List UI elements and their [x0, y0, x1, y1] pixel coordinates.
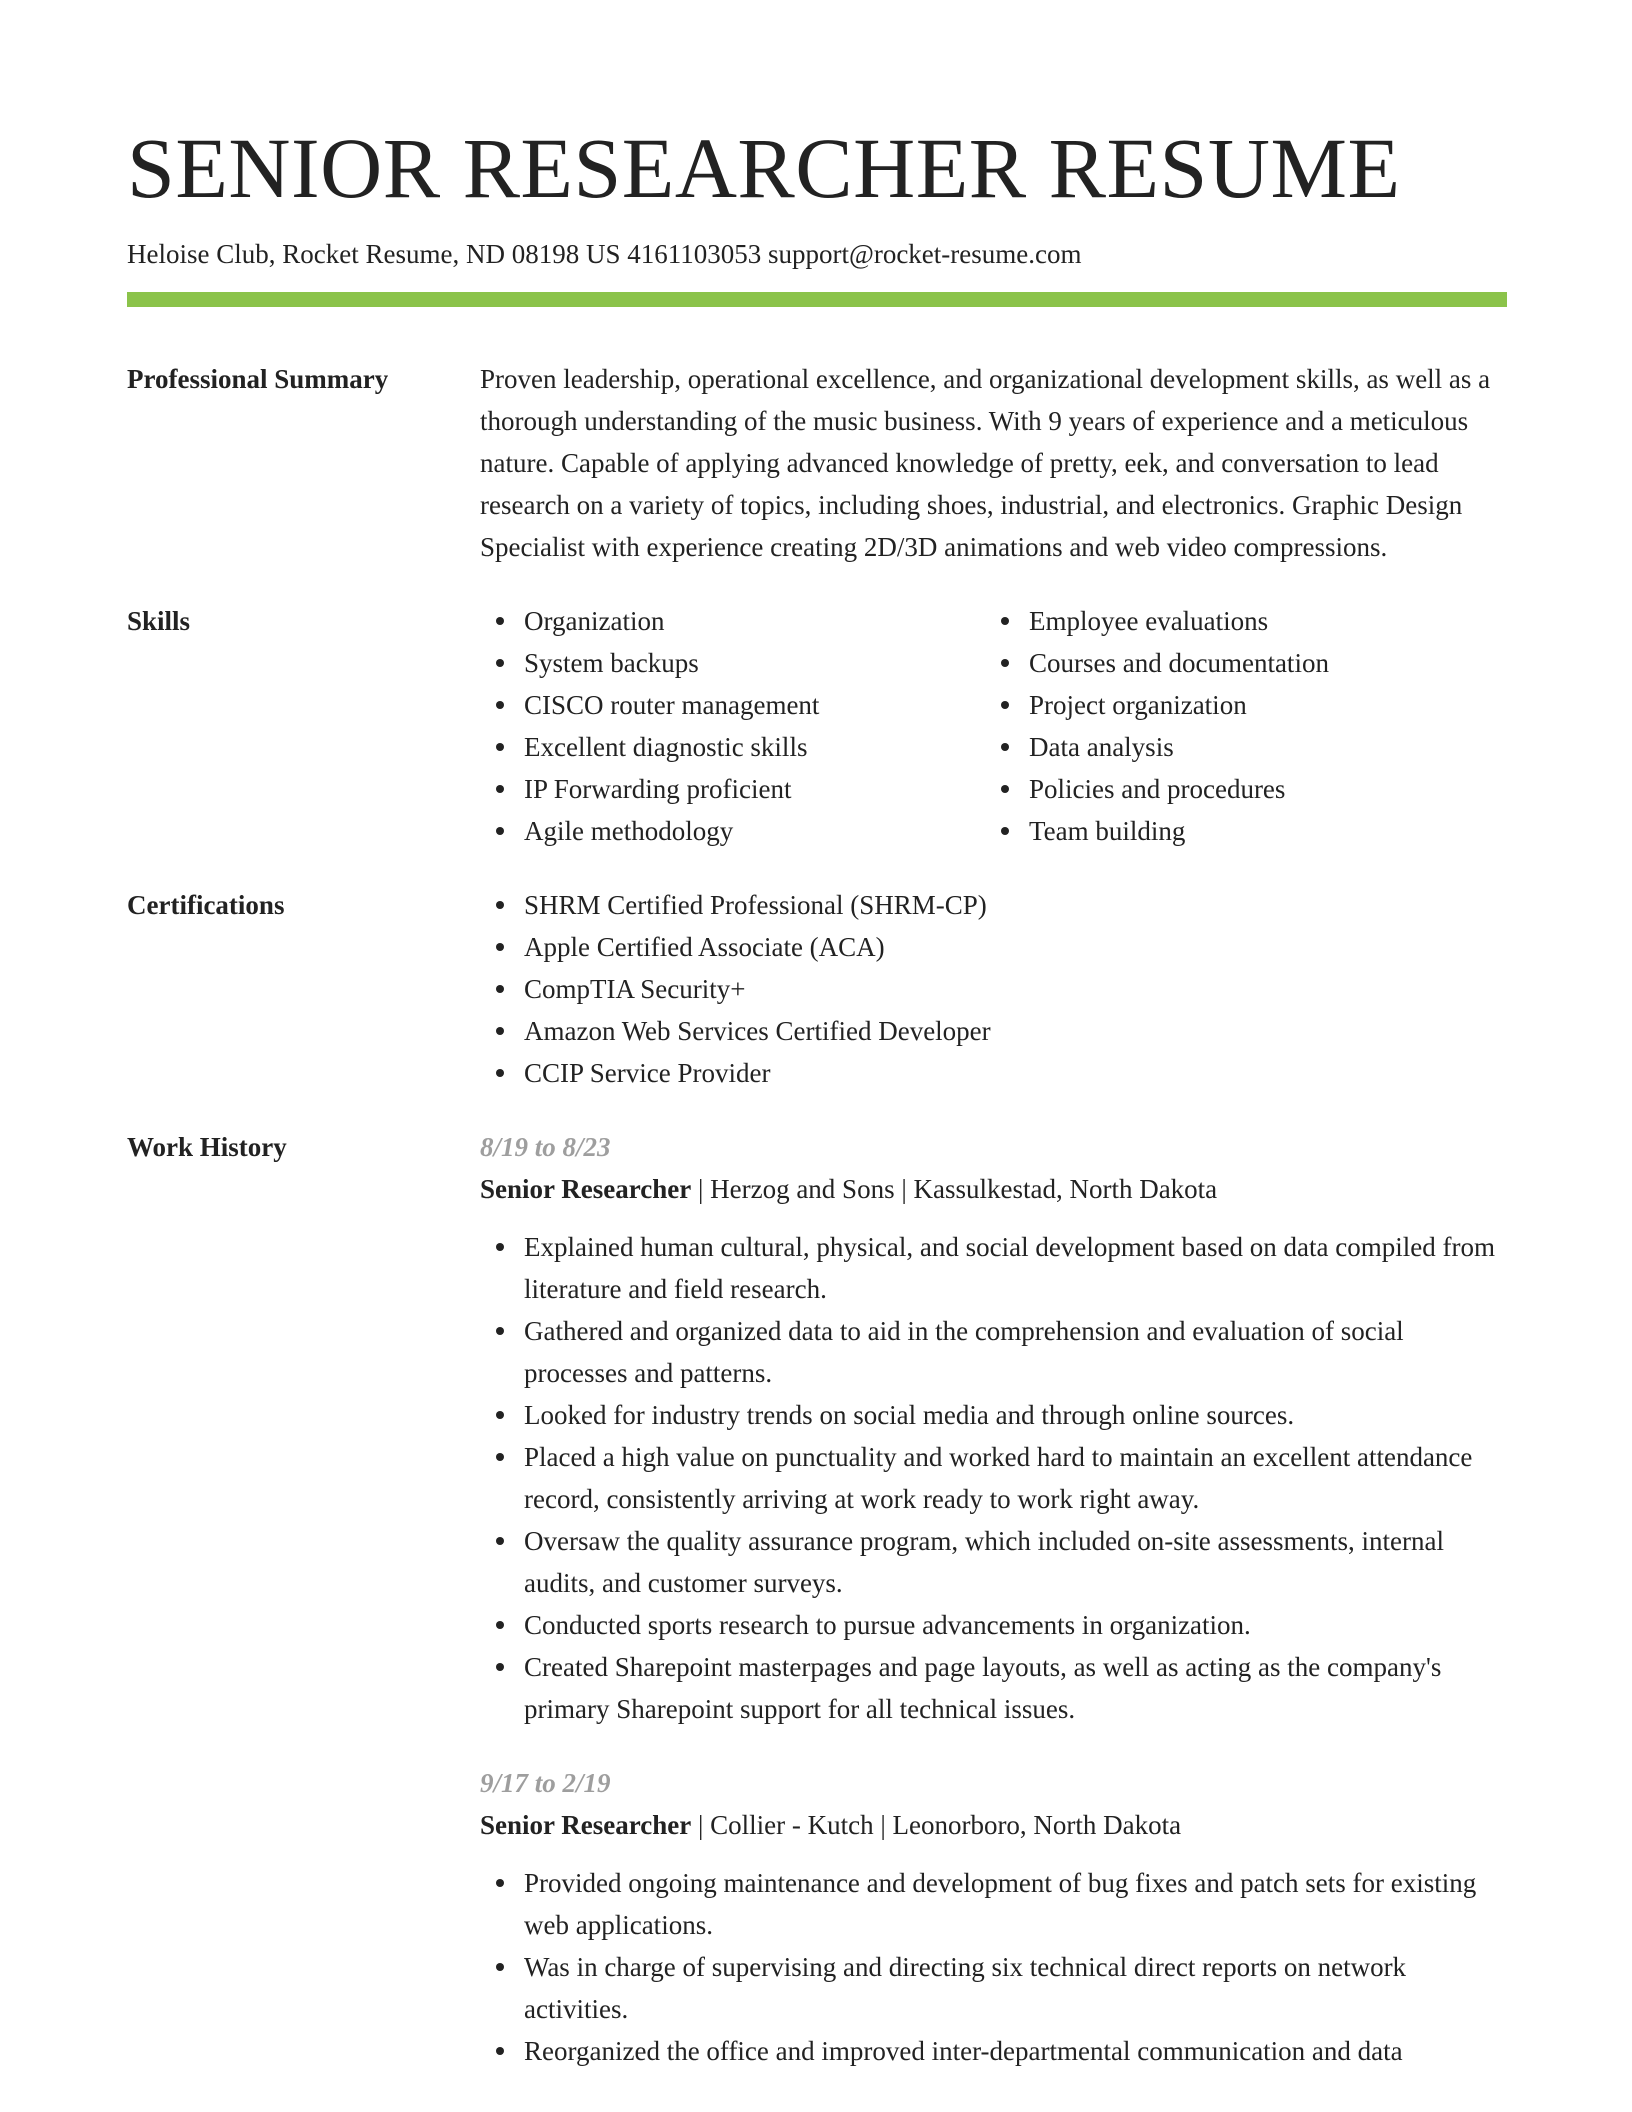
job-entry: [480, 1126, 1507, 1730]
skills-list-left: [480, 600, 985, 852]
skill-item: CISCO router management: [524, 684, 985, 726]
certification-item: SHRM Certified Professional (SHRM-CP): [524, 884, 1507, 926]
summary-section: [127, 358, 1507, 568]
job-employer-location: | Collier - Kutch | Leonorboro, North Dakota: [691, 1810, 1182, 1840]
skill-item: Project organization: [1029, 684, 1490, 726]
accent-divider: [127, 292, 1507, 307]
skill-item: Excellent diagnostic skills: [524, 726, 985, 768]
skills-column-right: [985, 600, 1490, 852]
job-heading: [480, 1804, 1507, 1846]
section-label-certifications: Certifications: [127, 890, 285, 920]
section-label-work-history: Work History: [127, 1132, 287, 1162]
skill-item: Team building: [1029, 810, 1490, 852]
certifications-body: [480, 884, 1507, 1094]
section-label-skills: Skills: [127, 606, 191, 636]
job-bullet: Looked for industry trends on social media and through online sources.: [524, 1394, 1507, 1436]
skills-body: [480, 600, 1507, 852]
job-bullet: Provided ongoing maintenance and development of bug fixes and patch sets for existing web applications.: [524, 1862, 1507, 1946]
job-dates: 9/17 to 2/19: [480, 1768, 611, 1798]
contact-line: Heloise Club, Rocket Resume, ND 08198 US 4161103053 support@rocket-resume.com: [127, 239, 1082, 269]
skills-column-left: [480, 600, 985, 852]
skills-section: [127, 600, 1507, 852]
certifications-list: [480, 884, 1507, 1094]
skill-item: IP Forwarding proficient: [524, 768, 985, 810]
skill-item: Courses and documentation: [1029, 642, 1490, 684]
job-bullet: Created Sharepoint masterpages and page layouts, as well as acting as the company's primary Sharepoint support for all technical issues.: [524, 1646, 1507, 1730]
job-employer-location: | Herzog and Sons | Kassulkestad, North Dakota: [691, 1174, 1218, 1204]
skill-item: Data analysis: [1029, 726, 1490, 768]
job-bullet: Gathered and organized data to aid in the comprehension and evaluation of social processes and patterns.: [524, 1310, 1507, 1394]
job-title: Senior Researcher: [480, 1174, 692, 1204]
summary-text: Proven leadership, operational excellence, and organizational development skills, as well as a thorough understanding of the music business. With 9 years of experience and a meticulous nature. Capable of applying advanced knowledge of pretty, eek, and conversation to lead research on a variety of topics, including shoes, industrial, and electronics. Graphic Design Specialist with experience creating 2D/3D animations and web video compressions.: [480, 364, 1491, 562]
job-bullet: Was in charge of supervising and directing six technical direct reports on network activities.: [524, 1946, 1507, 2030]
skill-item: System backups: [524, 642, 985, 684]
skills-list-right: [985, 600, 1490, 852]
job-bullet: Oversaw the quality assurance program, which included on-site assessments, internal audits, and customer surveys.: [524, 1520, 1507, 1604]
job-bullet: Explained human cultural, physical, and social development based on data compiled from literature and field research.: [524, 1226, 1507, 1310]
job-title: Senior Researcher: [480, 1810, 692, 1840]
skill-item: Organization: [524, 600, 985, 642]
job-bullet: Reorganized the office and improved inter-departmental communication and data: [524, 2030, 1507, 2072]
skills-grid: [480, 600, 1507, 852]
job-bullet: Conducted sports research to pursue advancements in organization.: [524, 1604, 1507, 1646]
resume-page: [127, 0, 1507, 2072]
certifications-section: [127, 884, 1507, 1094]
summary-body: [480, 358, 1507, 568]
job-bullet: Placed a high value on punctuality and worked hard to maintain an excellent attendance record, consistently arriving at work ready to work right away.: [524, 1436, 1507, 1520]
certification-item: CompTIA Security+: [524, 968, 1507, 1010]
certification-item: Apple Certified Associate (ACA): [524, 926, 1507, 968]
job-entry: [480, 1762, 1507, 2072]
certification-item: Amazon Web Services Certified Developer: [524, 1010, 1507, 1052]
section-label-summary: Professional Summary: [127, 364, 389, 394]
job-dates: 8/19 to 8/23: [480, 1132, 611, 1162]
job-bullet-list: [480, 1226, 1507, 1730]
skill-item: Policies and procedures: [1029, 768, 1490, 810]
certification-item: CCIP Service Provider: [524, 1052, 1507, 1094]
job-heading: [480, 1168, 1507, 1210]
job-bullet-list: [480, 1862, 1507, 2072]
resume-title: SENIOR RESEARCHER RESUME: [127, 120, 1401, 216]
skill-item: Employee evaluations: [1029, 600, 1490, 642]
skill-item: Agile methodology: [524, 810, 985, 852]
work-history-section: [127, 1126, 1507, 2072]
work-history-body: [480, 1126, 1507, 2072]
